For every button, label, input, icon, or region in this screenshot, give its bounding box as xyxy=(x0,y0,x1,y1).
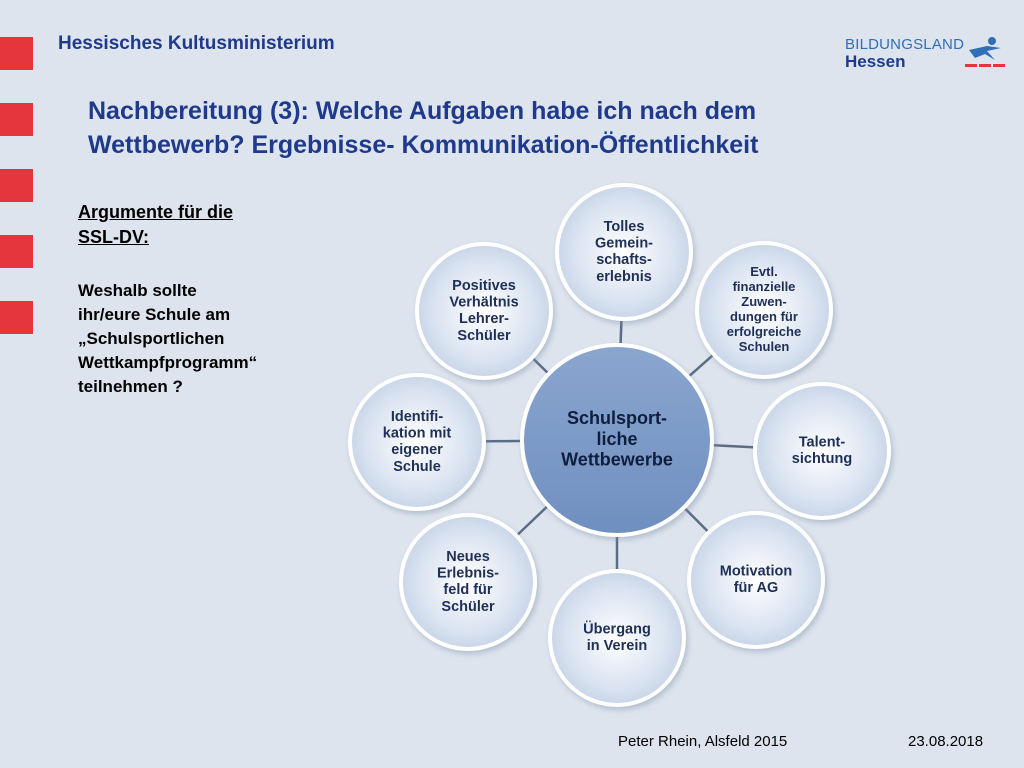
node-identifikation xyxy=(350,375,484,509)
connector-line xyxy=(534,359,548,372)
node-label: Tolles xyxy=(603,218,645,235)
node-label: Schule xyxy=(393,458,441,475)
node-label: dungen für xyxy=(730,308,798,324)
node-motivation-ag xyxy=(689,513,823,647)
ministry-name: Hessisches Kultusministerium xyxy=(58,33,335,54)
connector-line xyxy=(518,507,547,534)
slide-title-line: Nachbereitung (3): Welche Aufgaben habe ich nach dem xyxy=(88,97,757,125)
center-node xyxy=(522,345,712,535)
arguments-question-line: teilnehmen ? xyxy=(78,377,183,396)
arguments-heading-line: SSL-DV: xyxy=(78,227,150,247)
node-label: Identifi- xyxy=(390,408,444,425)
node-label: Schüler xyxy=(457,327,511,344)
connector-line xyxy=(690,356,713,376)
slide-title-line: Wettbewerb? Ergebnisse- Kommunikation-Öffentlichkeit xyxy=(88,131,759,159)
node-label: erlebnis xyxy=(596,268,652,285)
node-label: schafts- xyxy=(596,252,652,269)
node-label: Verhältnis xyxy=(449,294,519,311)
connector-line xyxy=(685,509,707,531)
node-label: erfolgreiche xyxy=(726,323,802,339)
node-label: Positives xyxy=(452,277,516,294)
node-lehrer-schueler xyxy=(417,244,551,378)
node-label: Gemein- xyxy=(594,235,654,252)
node-label: Evtl. xyxy=(750,264,778,280)
arguments-question-line: Wettkampfprogramm“ xyxy=(78,353,258,372)
node-finanzielle-zuwendungen xyxy=(697,243,831,377)
footer-date: 23.08.2018 xyxy=(908,733,984,750)
arguments-question-line: Weshalb sollte xyxy=(78,281,197,300)
connector-line xyxy=(621,321,622,343)
node-gemeinschaftserlebnis xyxy=(557,185,691,319)
node-label: eigener xyxy=(391,442,443,459)
node-label: in Verein xyxy=(586,638,648,655)
arguments-heading-line: Argumente für die xyxy=(78,202,234,222)
node-label: sichtung xyxy=(791,451,853,468)
node-label: Übergang xyxy=(583,621,651,638)
node-uebergang-verein xyxy=(550,571,684,705)
arguments-question-line: ihr/eure Schule am xyxy=(78,305,231,324)
node-label: Schulen xyxy=(738,338,790,354)
node-label: finanzielle xyxy=(732,279,796,295)
node-label: Zuwen- xyxy=(741,293,787,309)
node-label: feld für xyxy=(443,582,493,599)
node-label: Talent- xyxy=(798,434,846,451)
node-talentsichtung xyxy=(755,384,889,518)
node-label: kation mit xyxy=(382,425,452,442)
node-erlebnisfeld xyxy=(401,515,535,649)
node-label: Schüler xyxy=(441,598,495,615)
node-label: Neues xyxy=(446,548,490,565)
connector-line xyxy=(714,445,753,447)
arguments-question-line: „Schulsportlichen xyxy=(78,329,225,348)
node-label: Motivation xyxy=(719,563,793,580)
logo-text-hessen: Hessen xyxy=(845,52,906,71)
logo-text-bildungsland: BILDUNGSLAND xyxy=(845,36,965,53)
center-label: Wettbewerbe xyxy=(561,449,673,470)
node-label: für AG xyxy=(733,580,779,597)
node-label: Lehrer- xyxy=(459,311,509,328)
center-label: liche xyxy=(596,428,638,449)
node-label: Erlebnis- xyxy=(436,565,500,582)
center-label: Schulsport- xyxy=(566,408,668,429)
footer-author: Peter Rhein, Alsfeld 2015 xyxy=(618,733,788,750)
